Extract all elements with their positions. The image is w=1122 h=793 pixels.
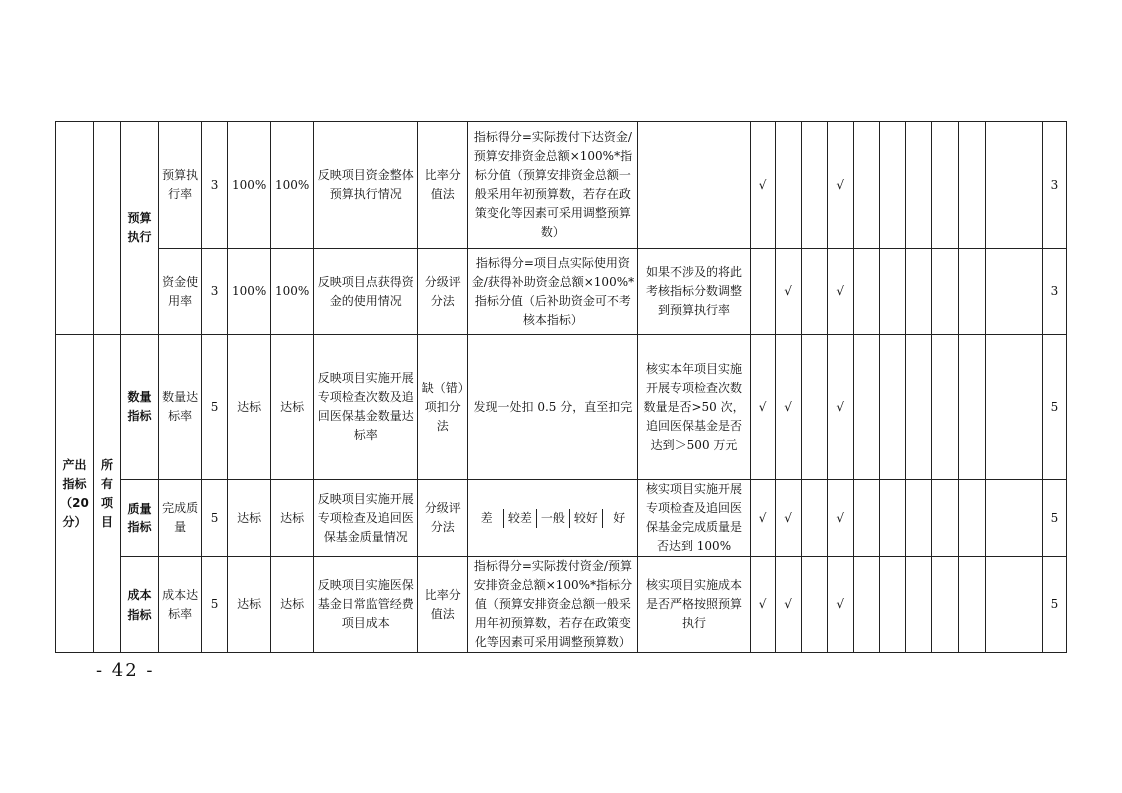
- grade-level: 差: [480, 510, 493, 525]
- check-col-2: √: [775, 249, 801, 335]
- empty-col: [931, 249, 958, 335]
- empty-col: [985, 122, 1042, 249]
- level1b-indicator: 所有项目: [94, 335, 121, 653]
- check-col-2: √: [775, 335, 801, 480]
- empty-col: [985, 557, 1042, 653]
- empty-col: [879, 335, 905, 480]
- grade-level: 较好: [569, 509, 602, 528]
- weight-value: 3: [202, 249, 228, 335]
- empty-col: [801, 480, 827, 557]
- target-value: 达标: [228, 557, 271, 653]
- check-col-1: [750, 249, 775, 335]
- check-col-3: √: [827, 557, 853, 653]
- level3-indicator: 完成质量: [159, 480, 202, 557]
- actual-value: 达标: [271, 557, 314, 653]
- check-col-3: √: [827, 480, 853, 557]
- weight-value: 3: [202, 122, 228, 249]
- level3-indicator: 数量达标率: [159, 335, 202, 480]
- scoring-method: 比率分值法: [418, 122, 468, 249]
- empty-col: [958, 557, 985, 653]
- target-value: 100%: [228, 249, 271, 335]
- actual-value: 100%: [271, 249, 314, 335]
- grade-levels: [468, 480, 638, 557]
- scoring-method: 分级评分法: [418, 480, 468, 557]
- empty-col: [853, 122, 879, 249]
- table-row: [56, 480, 1067, 557]
- check-col-2: √: [775, 480, 801, 557]
- page-number: - 42 -: [96, 660, 155, 681]
- check-col-1: √: [750, 335, 775, 480]
- empty-col: [958, 122, 985, 249]
- empty-col: [985, 249, 1042, 335]
- empty-col: [958, 249, 985, 335]
- evaluation-note: 核实项目实施开展专项检查及追回医保基金完成质量是否达到 100%: [638, 480, 750, 557]
- empty-col: [905, 480, 931, 557]
- empty-col: [801, 122, 827, 249]
- actual-value: 达标: [271, 480, 314, 557]
- weight-value: 5: [202, 335, 228, 480]
- evaluation-table: [55, 121, 1067, 653]
- evaluation-note: 如果不涉及的将此考核指标分数调整到预算执行率: [638, 249, 750, 335]
- check-col-2: [775, 122, 801, 249]
- score-value: 5: [1042, 557, 1066, 653]
- weight-value: 5: [202, 480, 228, 557]
- grade-level: 较差: [503, 509, 536, 528]
- indicator-description: 反映项目点获得资金的使用情况: [314, 249, 418, 335]
- check-col-3: √: [827, 249, 853, 335]
- scoring-formula: 指标得分=实际拨付资金/预算安排资金总额×100%*指标分值（预算安排资金总额一般采用年初预算数，若存在政策变化等因素可采用调整预算数）: [468, 557, 638, 653]
- empty-col: [958, 335, 985, 480]
- target-value: 达标: [228, 480, 271, 557]
- empty-col: [905, 122, 931, 249]
- check-col-3: √: [827, 335, 853, 480]
- indicator-description: 反映项目资金整体预算执行情况: [314, 122, 418, 249]
- evaluation-note: 核实项目实施成本是否严格按照预算执行: [638, 557, 750, 653]
- evaluation-note: 核实本年项目实施开展专项检查次数数量是否>50 次，追回医保基金是否达到＞500 万元: [638, 335, 750, 480]
- empty-col: [985, 480, 1042, 557]
- table-row: [56, 557, 1067, 653]
- empty-col: [931, 557, 958, 653]
- empty-col: [801, 557, 827, 653]
- empty-col: [801, 249, 827, 335]
- level2-indicator: 预算执行: [121, 122, 159, 335]
- score-value: 3: [1042, 249, 1066, 335]
- empty-col: [853, 557, 879, 653]
- indicator-description: 反映项目实施医保基金日常监管经费项目成本: [314, 557, 418, 653]
- level3-indicator: 成本达标率: [159, 557, 202, 653]
- check-col-1: √: [750, 557, 775, 653]
- table-row: [56, 122, 1067, 249]
- weight-value: 5: [202, 557, 228, 653]
- grade-level: 好: [602, 509, 635, 528]
- check-col-1: √: [750, 480, 775, 557]
- table-row: [56, 249, 1067, 335]
- empty-col: [958, 480, 985, 557]
- empty-col: [905, 249, 931, 335]
- empty-col: [905, 335, 931, 480]
- empty-col: [879, 122, 905, 249]
- empty-col: [879, 557, 905, 653]
- table-row: [56, 335, 1067, 480]
- scoring-formula: 发现一处扣 0.5 分，直至扣完: [468, 335, 638, 480]
- target-value: 达标: [228, 335, 271, 480]
- scoring-method: 分级评分法: [418, 249, 468, 335]
- level3-indicator: 预算执行率: [159, 122, 202, 249]
- check-col-1: √: [750, 122, 775, 249]
- level3-indicator: 资金使用率: [159, 249, 202, 335]
- empty-col: [985, 335, 1042, 480]
- empty-col: [879, 480, 905, 557]
- check-col-2: √: [775, 557, 801, 653]
- level2-indicator: 质量指标: [121, 480, 159, 557]
- empty-col: [879, 249, 905, 335]
- scoring-method: 比率分值法: [418, 557, 468, 653]
- grade-level: 一般: [536, 509, 569, 528]
- empty-col: [931, 480, 958, 557]
- target-value: 100%: [228, 122, 271, 249]
- actual-value: 达标: [271, 335, 314, 480]
- empty-col: [905, 557, 931, 653]
- evaluation-note: [638, 122, 750, 249]
- level1b-cell-empty: [94, 122, 121, 335]
- level2-indicator: 成本指标: [121, 557, 159, 653]
- scoring-method: 缺（错）项扣分法: [418, 335, 468, 480]
- check-col-3: √: [827, 122, 853, 249]
- empty-col: [853, 249, 879, 335]
- score-value: 5: [1042, 335, 1066, 480]
- indicator-description: 反映项目实施开展专项检查次数及追回医保基金数量达标率: [314, 335, 418, 480]
- indicator-description: 反映项目实施开展专项检查及追回医保基金质量情况: [314, 480, 418, 557]
- empty-col: [801, 335, 827, 480]
- level1-indicator: 产出指标（20分）: [56, 335, 94, 653]
- level2-indicator: 数量指标: [121, 335, 159, 480]
- empty-col: [853, 335, 879, 480]
- score-value: 5: [1042, 480, 1066, 557]
- scoring-formula: 指标得分=实际拨付下达资金/预算安排资金总额×100%*指标分值（预算安排资金总额一般采用年初预算数，若存在政策变化等因素可采用调整预算数）: [468, 122, 638, 249]
- actual-value: 100%: [271, 122, 314, 249]
- empty-col: [931, 122, 958, 249]
- score-value: 3: [1042, 122, 1066, 249]
- level1-cell-empty: [56, 122, 94, 335]
- empty-col: [853, 480, 879, 557]
- scoring-formula: 指标得分=项目点实际使用资金/获得补助资金总额×100%*指标分值（后补助资金可不考核本指标）: [468, 249, 638, 335]
- empty-col: [931, 335, 958, 480]
